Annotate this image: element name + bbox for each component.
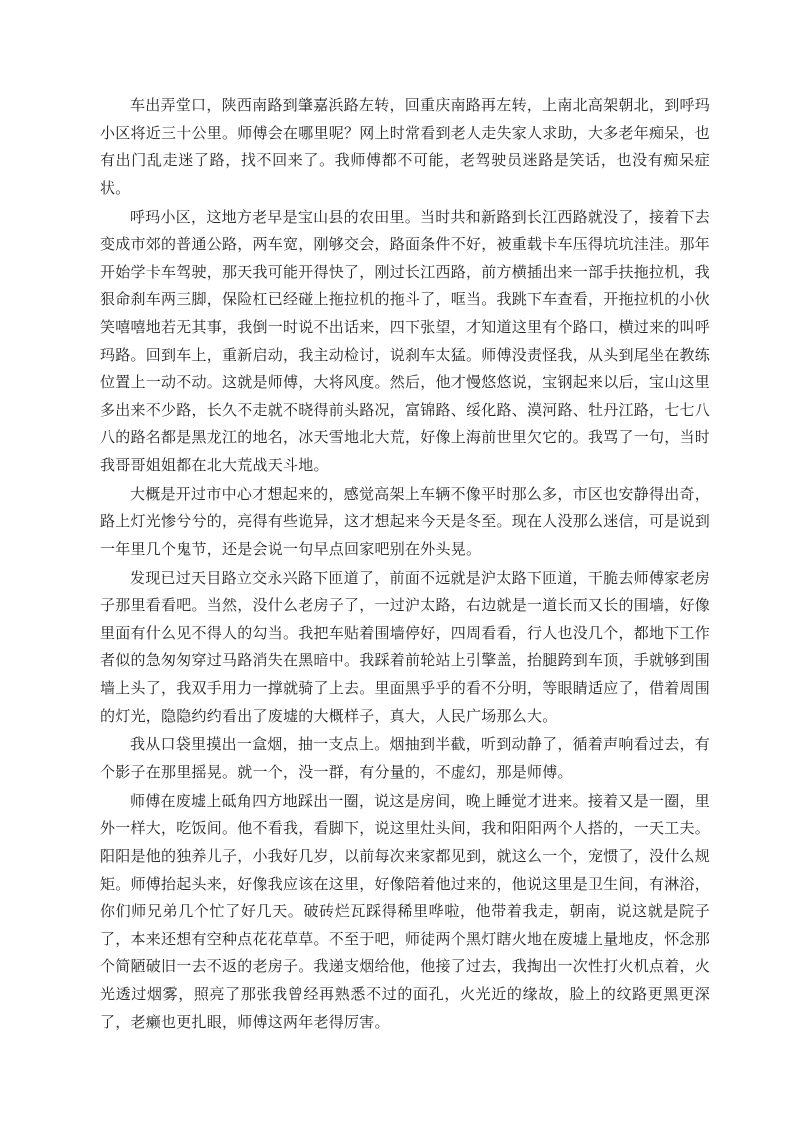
paragraph-6: 师傅在废墟上砥角四方地踩出一圈，说这是房间，晚上睡觉才进来。接着又是一圈，里外一样大，吃饭间。他不看我，看脚下，说这里灶头间，我和阳阳两个人搭的，一天工夫。阳阳是他的独养儿子，小我好几岁，以前每次来家都见到，就这么一个，宠惯了，没什么规矩。师傅抬起头来，好像我应该在这里，好像陪着他过来的，他说这里是卫生间，有淋浴，你们师兄弟几个忙了好几天。破砖烂瓦踩得稀里哗啦，他带着我走，朝南，说这就是院子了，本来还想有空种点花花草草。不至于吧，师徒两个黑灯瞎火地在废墟上量地皮，怀念那个简陋破旧一去不返的老房子。我递支烟给他，他接了过去，我掏出一次性打火机点着，火光透过烟雾，照亮了那张我曾经再熟悉不过的面孔，火光近的缘故，脸上的纹路更黑更深了，老癞也更扎眼，师傅这两年老得厉害。: [100, 791, 711, 1031]
paragraph-1: 车出弄堂口，陕西南路到肇嘉浜路左转，回重庆南路再左转，上南北高架朝北，到呼玛小区将近三十公里。师傅会在哪里呢？网上时常看到老人走失家人求助，大多老年痴呆，也有出门乱走迷了路，找不回来了。我师傅都不可能，老驾驶员迷路是笑话，也没有痴呆症状。: [100, 96, 711, 197]
paragraph-2: 呼玛小区，这地方老早是宝山县的农田里。当时共和新路到长江西路就没了，接着下去变成市郊的普通公路，两车宽，刚够交会，路面条件不好，被重载卡车压得坑坑洼洼。那年开始学卡车驾驶，那天我可能开得快了，刚过长江西路，前方横插出来一部手扶拖拉机，我狠命刹车两三脚，保险杠已经碰上拖拉机的拖斗了，哐当。我跳下车查看，开拖拉机的小伙笑嘻嘻地若无其事，我倒一时说不出话来，四下张望，才知道这里有个路口，横过来的叫呼玛路。回到车上，重新启动，我主动检讨，说刹车太猛。师傅没责怪我，从头到尾坐在教练位置上一动不动。这就是师傅，大将风度。然后，他才慢悠悠说，宝钢起来以后，宝山这里多出来不少路，长久不走就不晓得前头路况，富锦路、绥化路、漠河路、牡丹江路，七七八八的路名都是黑龙江的地名，冰天雪地北大荒，好像上海前世里欠它的。我骂了一句，当时我哥哥姐姐都在北大荒战天斗地。: [100, 207, 711, 474]
document-page: [100, 92, 710, 1037]
paragraph-3: 大概是开过市中心才想起来的，感觉高架上车辆不像平时那么多，市区也安静得出奇，路上灯光惨兮兮的，亮得有些诡异，这才想起来今天是冬至。现在人没那么迷信，可是说到一年里几个鬼节，还是会说一句早点回家吧别在外头晃。: [100, 484, 711, 558]
paragraph-4: 发现已过天目路立交永兴路下匝道了，前面不远就是沪太路下匝道，干脆去师傅家老房子那里看看吧。当然，没什么老房子了，一过沪太路，右边就是一道长而又长的围墙，好像里面有什么见不得人的勾当。我把车贴着围墙停好，四周看看，行人也没几个，都地下工作者似的急匆匆穿过马路消失在黑暗中。我踩着前轮站上引擎盖，抬腿跨到车顶，手就够到围墙上头了，我双手用力一撑就骑了上去。里面黑乎乎的看不分明，等眼睛适应了，借着周围的灯光，隐隐约约看出了废墟的大概样子，真大，人民广场那么大。: [100, 568, 711, 725]
paragraph-5: 我从口袋里摸出一盒烟，抽一支点上。烟抽到半截，听到动静了，循着声响看过去，有个影子在那里摇晃。就一个，没一群，有分量的，不虚幻，那是师傅。: [100, 735, 710, 781]
